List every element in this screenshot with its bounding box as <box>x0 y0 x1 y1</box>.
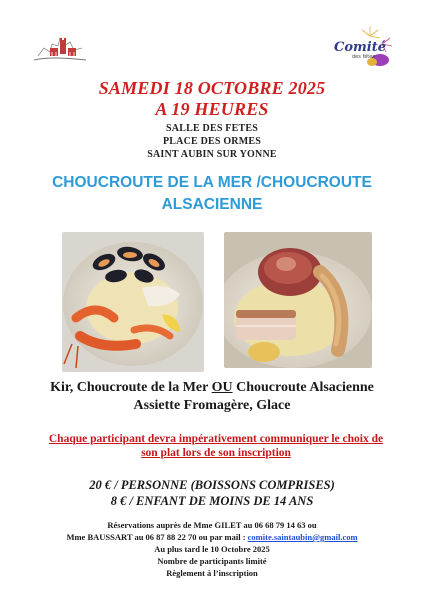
event-date: SAMEDI 18 OCTOBRE 2025 <box>98 78 326 98</box>
logo-subtitle: des fêtes <box>352 54 375 60</box>
warning-line-2: son plat lors de son inscription <box>141 447 291 459</box>
warning-line-1: Chaque participant devra impérativement communiquer le choix de <box>48 433 384 445</box>
menu-part-1: Kir, Choucroute de la Mer <box>50 380 212 395</box>
limited-seats-line: Nombre de participants limité <box>157 556 267 566</box>
contact-email-link[interactable]: comite.saintaubin@gmail.com <box>247 532 358 542</box>
village-logo <box>30 30 90 70</box>
price-child: 8 € / ENFANT DE MOINS DE 14 ANS <box>110 494 314 508</box>
alsace-choucroute-photo <box>224 232 372 368</box>
seafood-choucroute-photo <box>62 232 204 372</box>
comite-logo <box>326 22 396 74</box>
menu-dessert: Assiette Fromagère, Glace <box>133 398 291 413</box>
payment-line: Règlement à l’inscription <box>166 568 258 578</box>
dish-title-line-2: ALSACIENNE <box>161 196 263 213</box>
deadline-line: Au plus tard le 10 Octobre 2025 <box>154 544 270 554</box>
event-time: A 19 HEURES <box>155 99 269 119</box>
menu-part-2: Choucroute Alsacienne <box>232 380 374 395</box>
venue-street: PLACE DES ORMES <box>162 136 261 147</box>
reservation-line-2-text: Mme BAUSSART au 06 87 88 22 70 ou par mail : <box>66 532 248 542</box>
venue-name: SALLE DES FETES <box>166 123 258 134</box>
reservation-line-1: Réservations auprès de Mme GILET au 06 68 79 14 63 ou <box>107 520 317 530</box>
dish-title-line-1: CHOUCROUTE DE LA MER /CHOUCROUTE <box>52 174 372 191</box>
venue-town: SAINT AUBIN SUR YONNE <box>147 149 277 160</box>
reservation-line-2 <box>0 532 424 542</box>
menu-or: OU <box>211 380 233 395</box>
price-adult: 20 € / PERSONNE (BOISSONS COMPRISES) <box>89 478 335 492</box>
logo-title: Comité <box>334 40 386 55</box>
castle-icon <box>30 30 90 70</box>
menu-main-course <box>0 380 424 396</box>
